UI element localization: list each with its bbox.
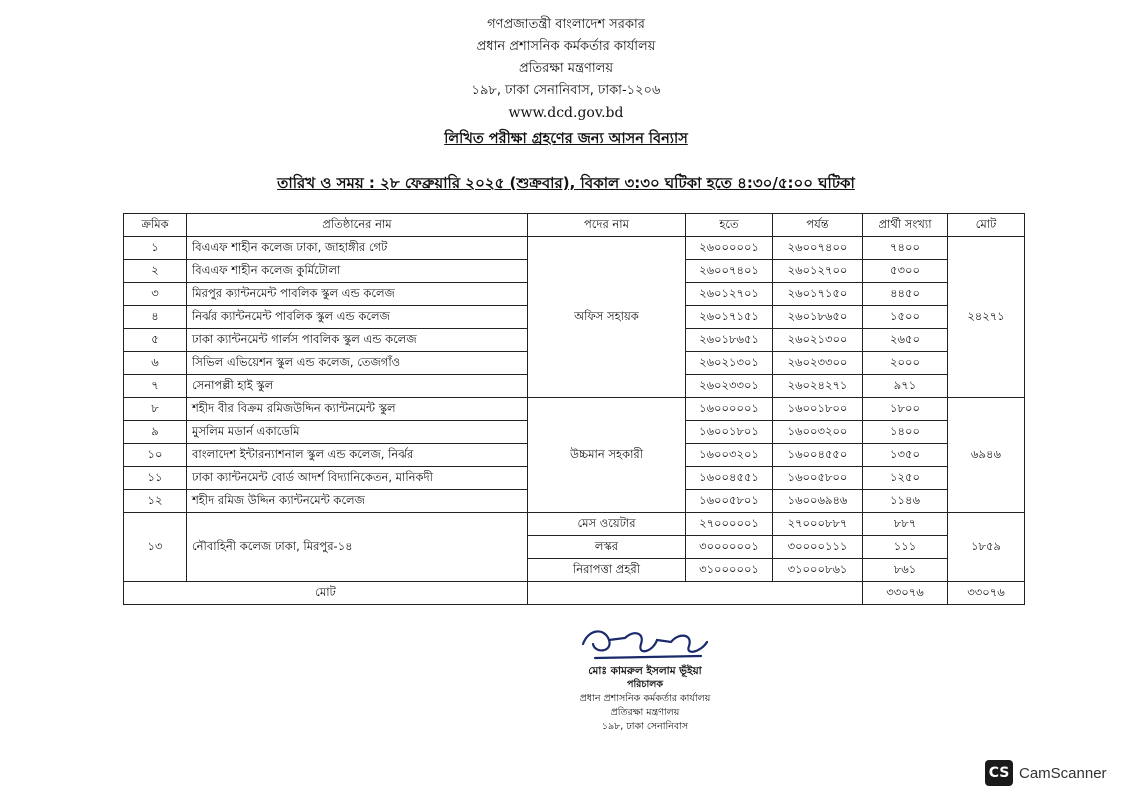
document-title: লিখিত পরীক্ষা গ্রহণের জন্য আসন বিন্যাস	[444, 131, 688, 147]
header-from: হতে	[686, 214, 773, 237]
serial-cell: ১	[124, 237, 187, 260]
serial-cell: ১৩	[124, 513, 187, 582]
to-cell: ১৬০০৩২০০	[773, 421, 863, 444]
office-name: প্রধান প্রশাসনিক কর্মকর্তার কার্যালয়	[476, 39, 656, 54]
serial-cell: ১১	[124, 467, 187, 490]
signatory-address: ১৯৮, ঢাকা সেনানিবাস	[601, 721, 689, 732]
total-blank-cell	[528, 582, 863, 605]
count-cell: ১৫০০	[863, 306, 948, 329]
table-row	[124, 513, 1025, 536]
from-cell: ১৬০০৪৫৫১	[686, 467, 773, 490]
serial-cell: ৩	[124, 283, 187, 306]
to-cell: ১৬০০৪৫৫০	[773, 444, 863, 467]
count-cell: ১১১	[863, 536, 948, 559]
signatory-name: মোঃ কামরুল ইসলাম ভূঁইয়া	[588, 665, 702, 677]
from-cell: ৩০০০০০০১	[686, 536, 773, 559]
to-cell: ২৬০২১৩০০	[773, 329, 863, 352]
institution-cell: শহীদ রমিজ উদ্দিন ক্যান্টনমেন্ট কলেজ	[187, 490, 528, 513]
institution-cell: সিভিল এভিয়েশন স্কুল এন্ড কলেজ, তেজগাঁও	[187, 352, 528, 375]
institution-cell: ঢাকা ক্যান্টনমেন্ট গার্লস পাবলিক স্কুল এন্ড কলেজ	[187, 329, 528, 352]
count-cell: ১২৫০	[863, 467, 948, 490]
group-total-cell: ১৮৫৯	[948, 513, 1025, 582]
to-cell: ২৬০২৪২৭১	[773, 375, 863, 398]
header-to: পর্যন্ত	[773, 214, 863, 237]
institution-cell: সেনাপল্লী হাই স্কুল	[187, 375, 528, 398]
signatory-office: প্রধান প্রশাসনিক কর্মকর্তার কার্যালয়	[579, 693, 711, 704]
serial-cell: ১২	[124, 490, 187, 513]
letterhead	[0, 14, 1132, 124]
group-total-cell: ৬৯৪৬	[948, 398, 1025, 513]
institution-cell: ঢাকা ক্যান্টনমেন্ট বোর্ড আদর্শ বিদ্যানিকেতন, মানিকদী	[187, 467, 528, 490]
to-cell: ৩০০০০১১১	[773, 536, 863, 559]
count-cell: ১৮০০	[863, 398, 948, 421]
to-cell: ১৬০০১৮০০	[773, 398, 863, 421]
table-row	[124, 237, 1025, 260]
count-cell: ৫৩০০	[863, 260, 948, 283]
count-cell: ২৬৫০	[863, 329, 948, 352]
from-cell: ২৬০২১৩০১	[686, 352, 773, 375]
serial-cell: ৪	[124, 306, 187, 329]
to-cell: ২৬০১২৭০০	[773, 260, 863, 283]
institution-cell: বিএএফ শাহীন কলেজ কুর্মিটোলা	[187, 260, 528, 283]
from-cell: ১৬০০০০০১	[686, 398, 773, 421]
from-cell: ২৬০১৭১৫১	[686, 306, 773, 329]
institution-cell: শহীদ বীর বিক্রম রমিজউদ্দিন ক্যান্টনমেন্ট স্কুল	[187, 398, 528, 421]
institution-cell: মুসলিম মডার্ন একাডেমি	[187, 421, 528, 444]
website-link[interactable]: www.dcd.gov.bd	[508, 105, 624, 121]
institution-cell: নৌবাহিনী কলেজ ঢাকা, মিরপুর-১৪	[187, 513, 528, 582]
from-cell: ২৭০০০০০১	[686, 513, 773, 536]
seat-plan-table	[123, 213, 1025, 605]
post-cell: মেস ওয়েটার	[528, 513, 686, 536]
post-cell: নিরাপত্তা প্রহরী	[528, 559, 686, 582]
header-serial: ক্রমিক	[124, 214, 187, 237]
office-address: ১৯৮, ঢাকা সেনানিবাস, ঢাকা-১২০৬	[471, 83, 661, 98]
handwritten-signature	[575, 622, 715, 662]
government-name: গণপ্রজাতন্ত্রী বাংলাদেশ সরকার	[487, 17, 645, 32]
header-total: মোট	[948, 214, 1025, 237]
to-cell: ২৬০২৩৩০০	[773, 352, 863, 375]
serial-cell: ৯	[124, 421, 187, 444]
count-cell: ৪৪৫০	[863, 283, 948, 306]
from-cell: ২৬০১৮৬৫১	[686, 329, 773, 352]
from-cell: ১৬০০১৮০১	[686, 421, 773, 444]
table-header-row	[124, 214, 1025, 237]
post-cell: লস্কর	[528, 536, 686, 559]
from-cell: ১৬০০৩২০১	[686, 444, 773, 467]
count-cell: ১৪০০	[863, 421, 948, 444]
post-cell: উচ্চমান সহকারী	[528, 398, 686, 513]
count-cell: ১৩৫০	[863, 444, 948, 467]
count-cell: ২০০০	[863, 352, 948, 375]
total-label: মোট	[124, 582, 528, 605]
camscanner-logo-icon: CS	[985, 760, 1013, 786]
count-cell: ৮৬১	[863, 559, 948, 582]
from-cell: ৩১০০০০০১	[686, 559, 773, 582]
to-cell: ২৬০১৮৬৫০	[773, 306, 863, 329]
signatory-ministry: প্রতিরক্ষা মন্ত্রণালয়	[610, 707, 680, 718]
institution-cell: বিএএফ শাহীন কলেজ ঢাকা, জাহাঙ্গীর গেট	[187, 237, 528, 260]
from-cell: ২৬০১২৭০১	[686, 283, 773, 306]
serial-cell: ৫	[124, 329, 187, 352]
count-cell: ১১৪৬	[863, 490, 948, 513]
serial-cell: ১০	[124, 444, 187, 467]
exam-date-time: তারিখ ও সময় : ২৮ ফেব্রুয়ারি ২০২৫ (শুক্রবার), বিকাল ৩:৩০ ঘটিকা হতে ৪:৩০/৫:০০ ঘটিকা	[277, 174, 855, 192]
table-row	[124, 398, 1025, 421]
to-cell: ৩১০০০৮৬১	[773, 559, 863, 582]
from-cell: ২৬০২৩৩০১	[686, 375, 773, 398]
institution-cell: নির্ঝর ক্যান্টনমেন্ট পাবলিক স্কুল এন্ড কলেজ	[187, 306, 528, 329]
to-cell: ২৭০০০৮৮৭	[773, 513, 863, 536]
institution-cell: মিরপুর ক্যান্টনমেন্ট পাবলিক স্কুল এন্ড কলেজ	[187, 283, 528, 306]
serial-cell: ৬	[124, 352, 187, 375]
institution-cell: বাংলাদেশ ইন্টারন্যাশনাল স্কুল এন্ড কলেজ, নির্ঝর	[187, 444, 528, 467]
grand-total-cell: ৩৩০৭৬	[948, 582, 1025, 605]
serial-cell: ২	[124, 260, 187, 283]
post-cell: অফিস সহায়ক	[528, 237, 686, 398]
from-cell: ২৬০০০০০১	[686, 237, 773, 260]
count-cell: ৮৮৭	[863, 513, 948, 536]
total-row	[124, 582, 1025, 605]
to-cell: ১৬০০৬৯৪৬	[773, 490, 863, 513]
serial-cell: ৮	[124, 398, 187, 421]
from-cell: ১৬০০৫৮০১	[686, 490, 773, 513]
serial-cell: ৭	[124, 375, 187, 398]
header-post: পদের নাম	[528, 214, 686, 237]
to-cell: ২৬০১৭১৫০	[773, 283, 863, 306]
signatory-designation: পরিচালক	[627, 679, 663, 690]
group-total-cell: ২৪২৭১	[948, 237, 1025, 398]
ministry-name: প্রতিরক্ষা মন্ত্রণালয়	[519, 61, 613, 76]
to-cell: ২৬০০৭৪০০	[773, 237, 863, 260]
header-institution: প্রতিষ্ঠানের নাম	[187, 214, 528, 237]
count-total-cell: ৩৩০৭৬	[863, 582, 948, 605]
camscanner-text: CamScanner	[1019, 764, 1107, 782]
count-cell: ৭৪০০	[863, 237, 948, 260]
camscanner-watermark	[985, 760, 1107, 786]
signature-block	[540, 622, 750, 734]
count-cell: ৯৭১	[863, 375, 948, 398]
header-candidate-count: প্রার্থী সংখ্যা	[863, 214, 948, 237]
to-cell: ১৬০০৫৮০০	[773, 467, 863, 490]
from-cell: ২৬০০৭৪০১	[686, 260, 773, 283]
